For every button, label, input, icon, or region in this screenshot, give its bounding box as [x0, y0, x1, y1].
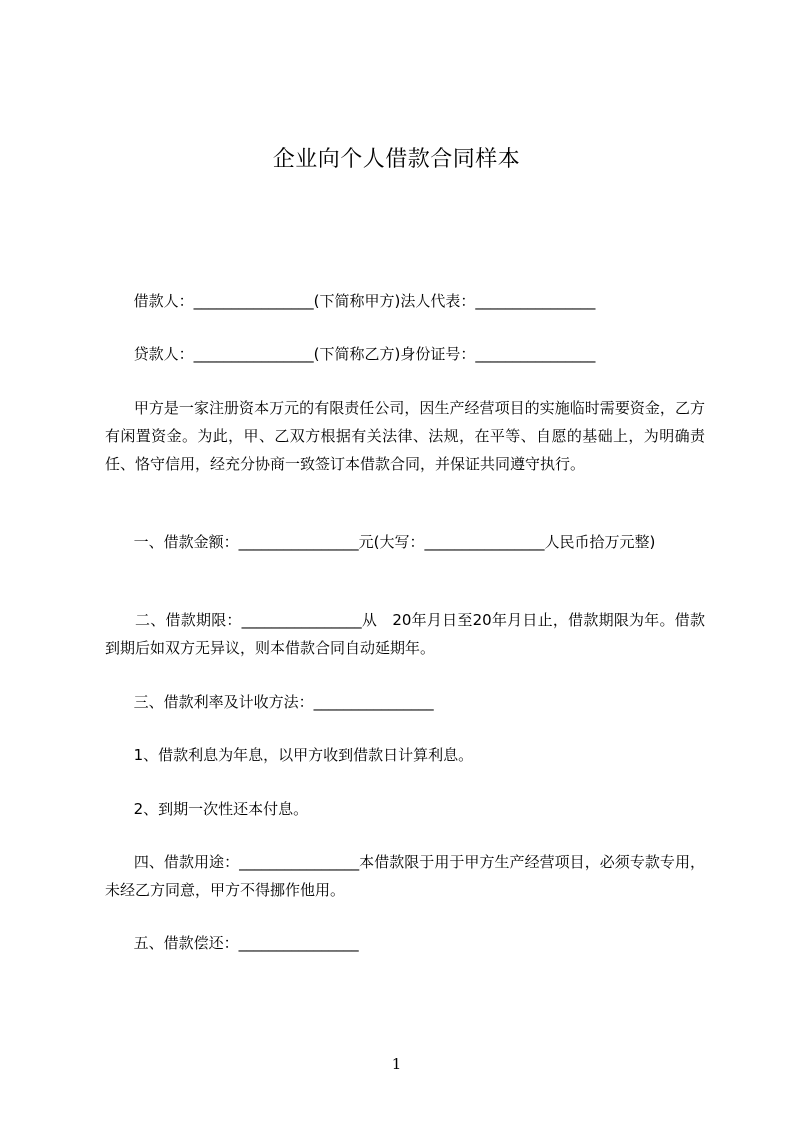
page-number: 1 [391, 1055, 402, 1073]
lender-line: 贷款人：________________(下简称乙方)身份证号：________________ [105, 345, 596, 363]
clause-loan-amount: 一、借款金额：________________元(大写：________________人民币拾万元整) [105, 533, 656, 551]
borrower-line: 借款人：________________(下简称甲方)法人代表：________________ [105, 292, 596, 310]
clause-interest-rate: 三、借款利率及计收方法：________________ [105, 693, 434, 711]
clause-loan-term: 二、借款期限：________________从 20年月日至20年月日止，借款期限为年。借款到期后如双方无异议，则本借款合同自动延期年。 [105, 611, 705, 657]
clause-repayment: 五、借款偿还：________________ [105, 934, 359, 952]
clause-loan-purpose: 四、借款用途：________________本借款限于用于甲方生产经营项目，必须专款专用，未经乙方同意，甲方不得挪作他用。 [105, 853, 705, 899]
clause-interest-item-1: 1、借款利息为年息，以甲方收到借款日计算利息。 [105, 746, 474, 764]
clause-interest-item-2: 2、到期一次性还本付息。 [105, 800, 309, 818]
document-title: 企业向个人借款合同样本 [272, 147, 521, 172]
intro-paragraph: 甲方是一家注册资本万元的有限责任公司，因生产经营项目的实施临时需要资金，乙方有闲置资金。为此，甲、乙双方根据有关法律、法规，在平等、自愿的基础上，为明确责任、恪守信用，经充分协商一致签订本借款合同，并保证共同遵守执行。 [105, 399, 705, 473]
